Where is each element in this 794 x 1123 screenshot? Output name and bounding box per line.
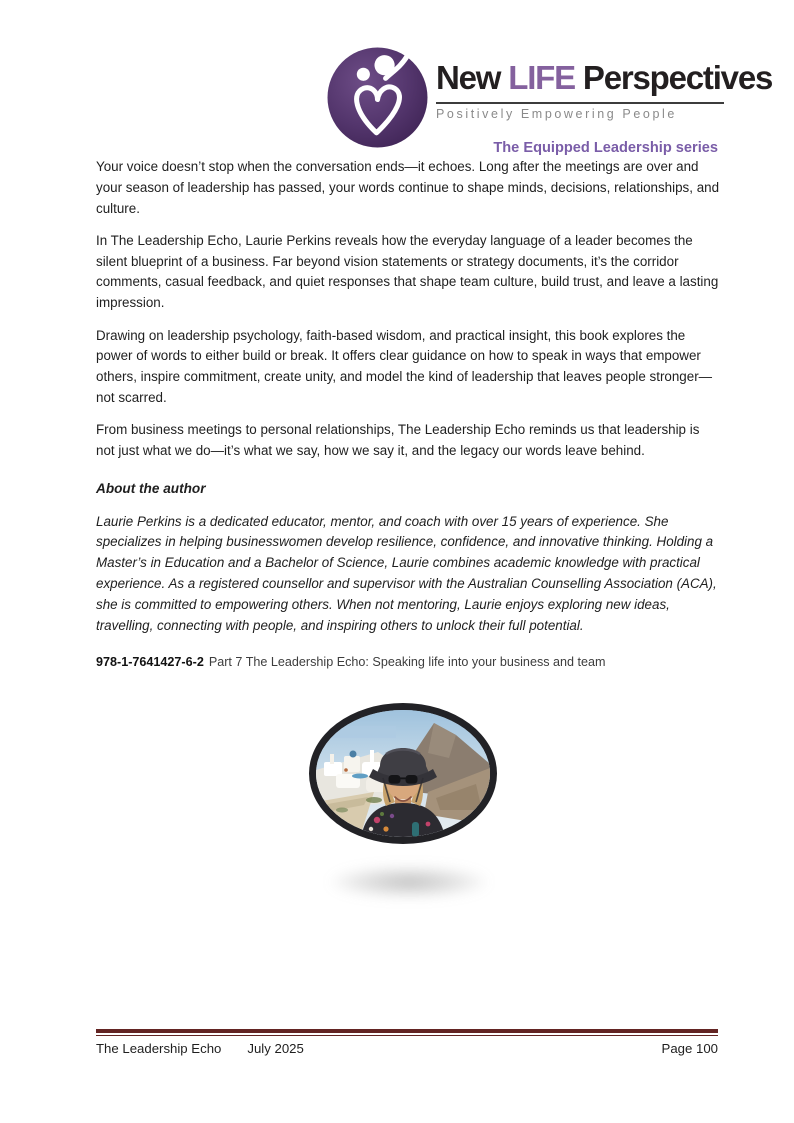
body-content xyxy=(96,157,720,673)
paragraph: Drawing on leadership psychology, faith-based wisdom, and practical insight, this book explores the power of words to either build or break. It offers clear guidance on how to speak in ways that empower others, inspire commitment, create unity, and model the kind of leadership that leaves people stronger—not scarred. xyxy=(96,327,713,405)
isbn-number: 978-1-7641427-6-2 xyxy=(96,655,204,670)
isbn-line xyxy=(96,652,720,673)
paragraph: In The Leadership Echo, Laurie Perkins reveals how the everyday language of a leader becomes the silent blueprint of a business. Far beyond vision statements or strategy documents, it’s the corridor comments, casual feedback, and quiet responses that shape team culture, build trust, and leave a lasting impression. xyxy=(96,232,719,311)
author-photo-illustration xyxy=(316,710,490,837)
sea xyxy=(316,726,396,738)
people-heart-icon xyxy=(327,47,428,148)
brand-word-life: LIFE xyxy=(508,59,575,96)
brand-word-new: New xyxy=(436,59,501,96)
footer xyxy=(96,1041,718,1056)
about-author-heading: About the author xyxy=(96,480,206,496)
brand-tagline: Positively Empowering People xyxy=(436,106,677,121)
series-title: The Equipped Leadership series xyxy=(493,140,718,156)
paragraph: Your voice doesn’t stop when the conversation ends—it echoes. Long after the meetings are over and your season of leadership has passed, your words continue to shape minds, decisions, relationships, and culture. xyxy=(96,159,720,216)
isbn-subtitle: Part 7 The Leadership Echo: Speaking life into your business and team xyxy=(208,655,606,670)
author-bio: Laurie Perkins is a dedicated educator, mentor, and coach with over 15 years of experience. She specializes in helping businesswomen develop resilience, confidence, and innovative thinking. Holding a Master’s in Education and a Bachelor of Science, Laurie combines academic knowledge with practical experience. As a registered counsellor and supervisor with the Australian Counselling Association (ACA), she is committed to empowering others. When not mentoring, Laurie enjoys exploring new ideas, travelling, connecting with people, and inspiring others to unlock their full potential. xyxy=(96,513,717,633)
paragraph: From business meetings to personal relationships, The Leadership Echo reminds us that leadership is not just what we do—it’s what we say, how we say it, and the legacy our words leave behind. xyxy=(96,422,700,459)
footer-book-title: The Leadership Echo xyxy=(96,1041,222,1056)
logo-text xyxy=(436,47,773,121)
footer-date: July 2025 xyxy=(247,1041,304,1056)
author-photo xyxy=(309,703,497,844)
brand-name xyxy=(436,59,773,97)
brand-divider xyxy=(436,102,724,104)
brand-word-perspectives: Perspectives xyxy=(582,59,773,96)
logo-circle xyxy=(327,47,428,148)
brand-logo xyxy=(327,47,773,148)
photo-shadow xyxy=(330,866,488,898)
footer-rule xyxy=(96,1029,718,1036)
footer-page-number: Page 100 xyxy=(661,1041,718,1056)
